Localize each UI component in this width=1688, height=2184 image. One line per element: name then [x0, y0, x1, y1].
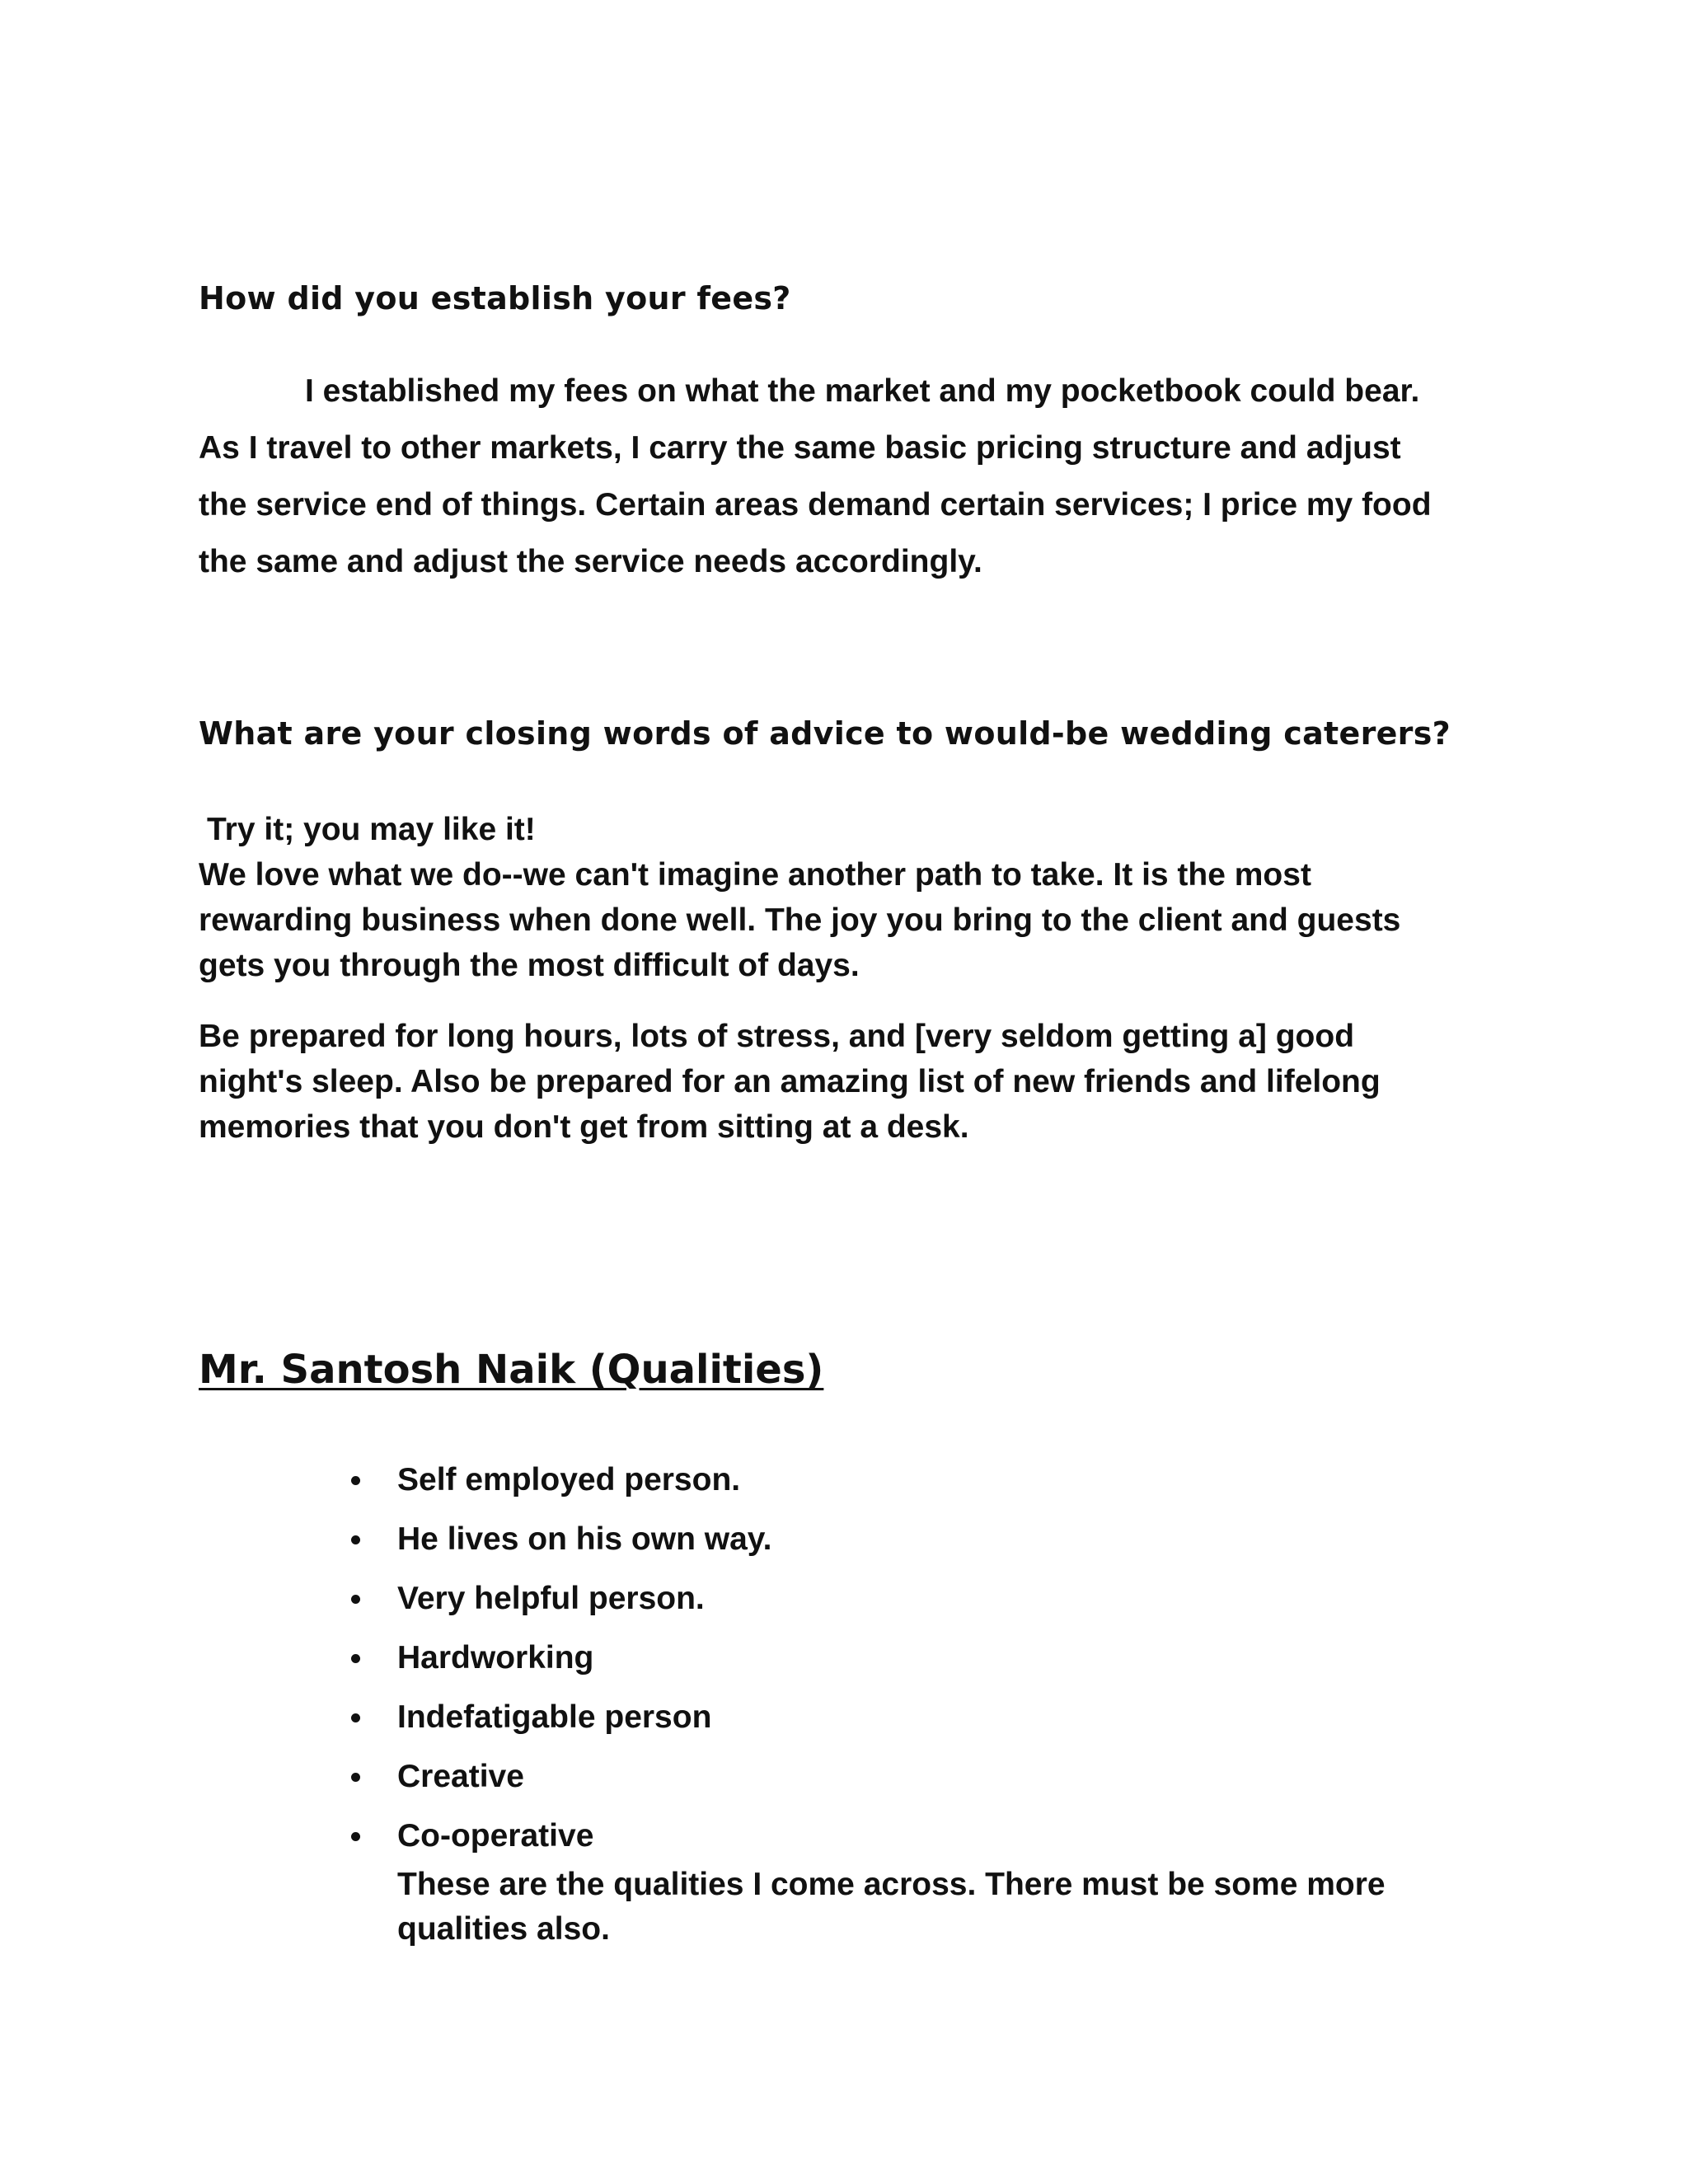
list-item	[346, 1629, 771, 1688]
advice-answer-paragraph	[199, 807, 1400, 988]
bullet-icon	[351, 1713, 360, 1722]
quality-text: Co-operative	[397, 1818, 594, 1854]
list-item	[346, 1510, 771, 1569]
closing-line: These are the qualities I come across. There must be some more	[397, 1867, 1386, 1902]
bullet-icon	[351, 1654, 360, 1663]
bullet-icon	[351, 1595, 360, 1604]
advice-answer-line: Try it; you may like it!	[207, 812, 536, 847]
quality-text: Hardworking	[397, 1640, 594, 1675]
advice-answer-line: We love what we do--we can't imagine another path to take. It is the most	[199, 857, 1311, 893]
advice-answer-line: rewarding business when done well. The joy you bring to the client and guests	[199, 902, 1401, 938]
fees-answer-line: the service end of things. Certain areas demand certain services; I price my food	[199, 487, 1432, 523]
closing-paragraph	[397, 1863, 1386, 1952]
list-item	[346, 1807, 771, 1866]
qualities-list	[346, 1451, 771, 1866]
list-item	[346, 1569, 771, 1629]
question-advice-heading: What are your closing words of advice to would-be wedding caterers?	[199, 715, 1451, 752]
fees-answer-line: I established my fees on what the market and my pocketbook could bear.	[305, 373, 1420, 409]
quality-text: Creative	[397, 1759, 524, 1794]
quality-text: Indefatigable person	[397, 1699, 712, 1735]
fees-answer-line: As I travel to other markets, I carry the same basic pricing structure and adjust	[199, 430, 1401, 466]
bullet-icon	[351, 1832, 360, 1841]
preparation-line: night's sleep. Also be prepared for an amazing list of new friends and lifelong	[199, 1064, 1381, 1099]
bullet-icon	[351, 1476, 360, 1485]
fees-answer-paragraph	[199, 363, 1432, 590]
preparation-paragraph	[199, 1014, 1381, 1150]
preparation-line: memories that you don't get from sitting at a desk.	[199, 1109, 969, 1145]
bullet-icon	[351, 1535, 360, 1544]
fees-answer-line: the same and adjust the service needs accordingly.	[199, 544, 982, 579]
list-item	[346, 1688, 771, 1747]
quality-text: Self employed person.	[397, 1462, 741, 1497]
preparation-line: Be prepared for long hours, lots of stress, and [very seldom getting a] good	[199, 1019, 1355, 1054]
bullet-icon	[351, 1773, 360, 1782]
question-fees-heading: How did you establish your fees?	[199, 280, 791, 316]
list-item	[346, 1451, 771, 1510]
closing-line: qualities also.	[397, 1911, 610, 1947]
quality-text: He lives on his own way.	[397, 1521, 772, 1557]
list-item	[346, 1747, 771, 1807]
profile-title: Mr. Santosh Naik (Qualities)	[199, 1347, 824, 1393]
advice-answer-line: gets you through the most difficult of days.	[199, 948, 860, 983]
quality-text: Very helpful person.	[397, 1581, 705, 1616]
